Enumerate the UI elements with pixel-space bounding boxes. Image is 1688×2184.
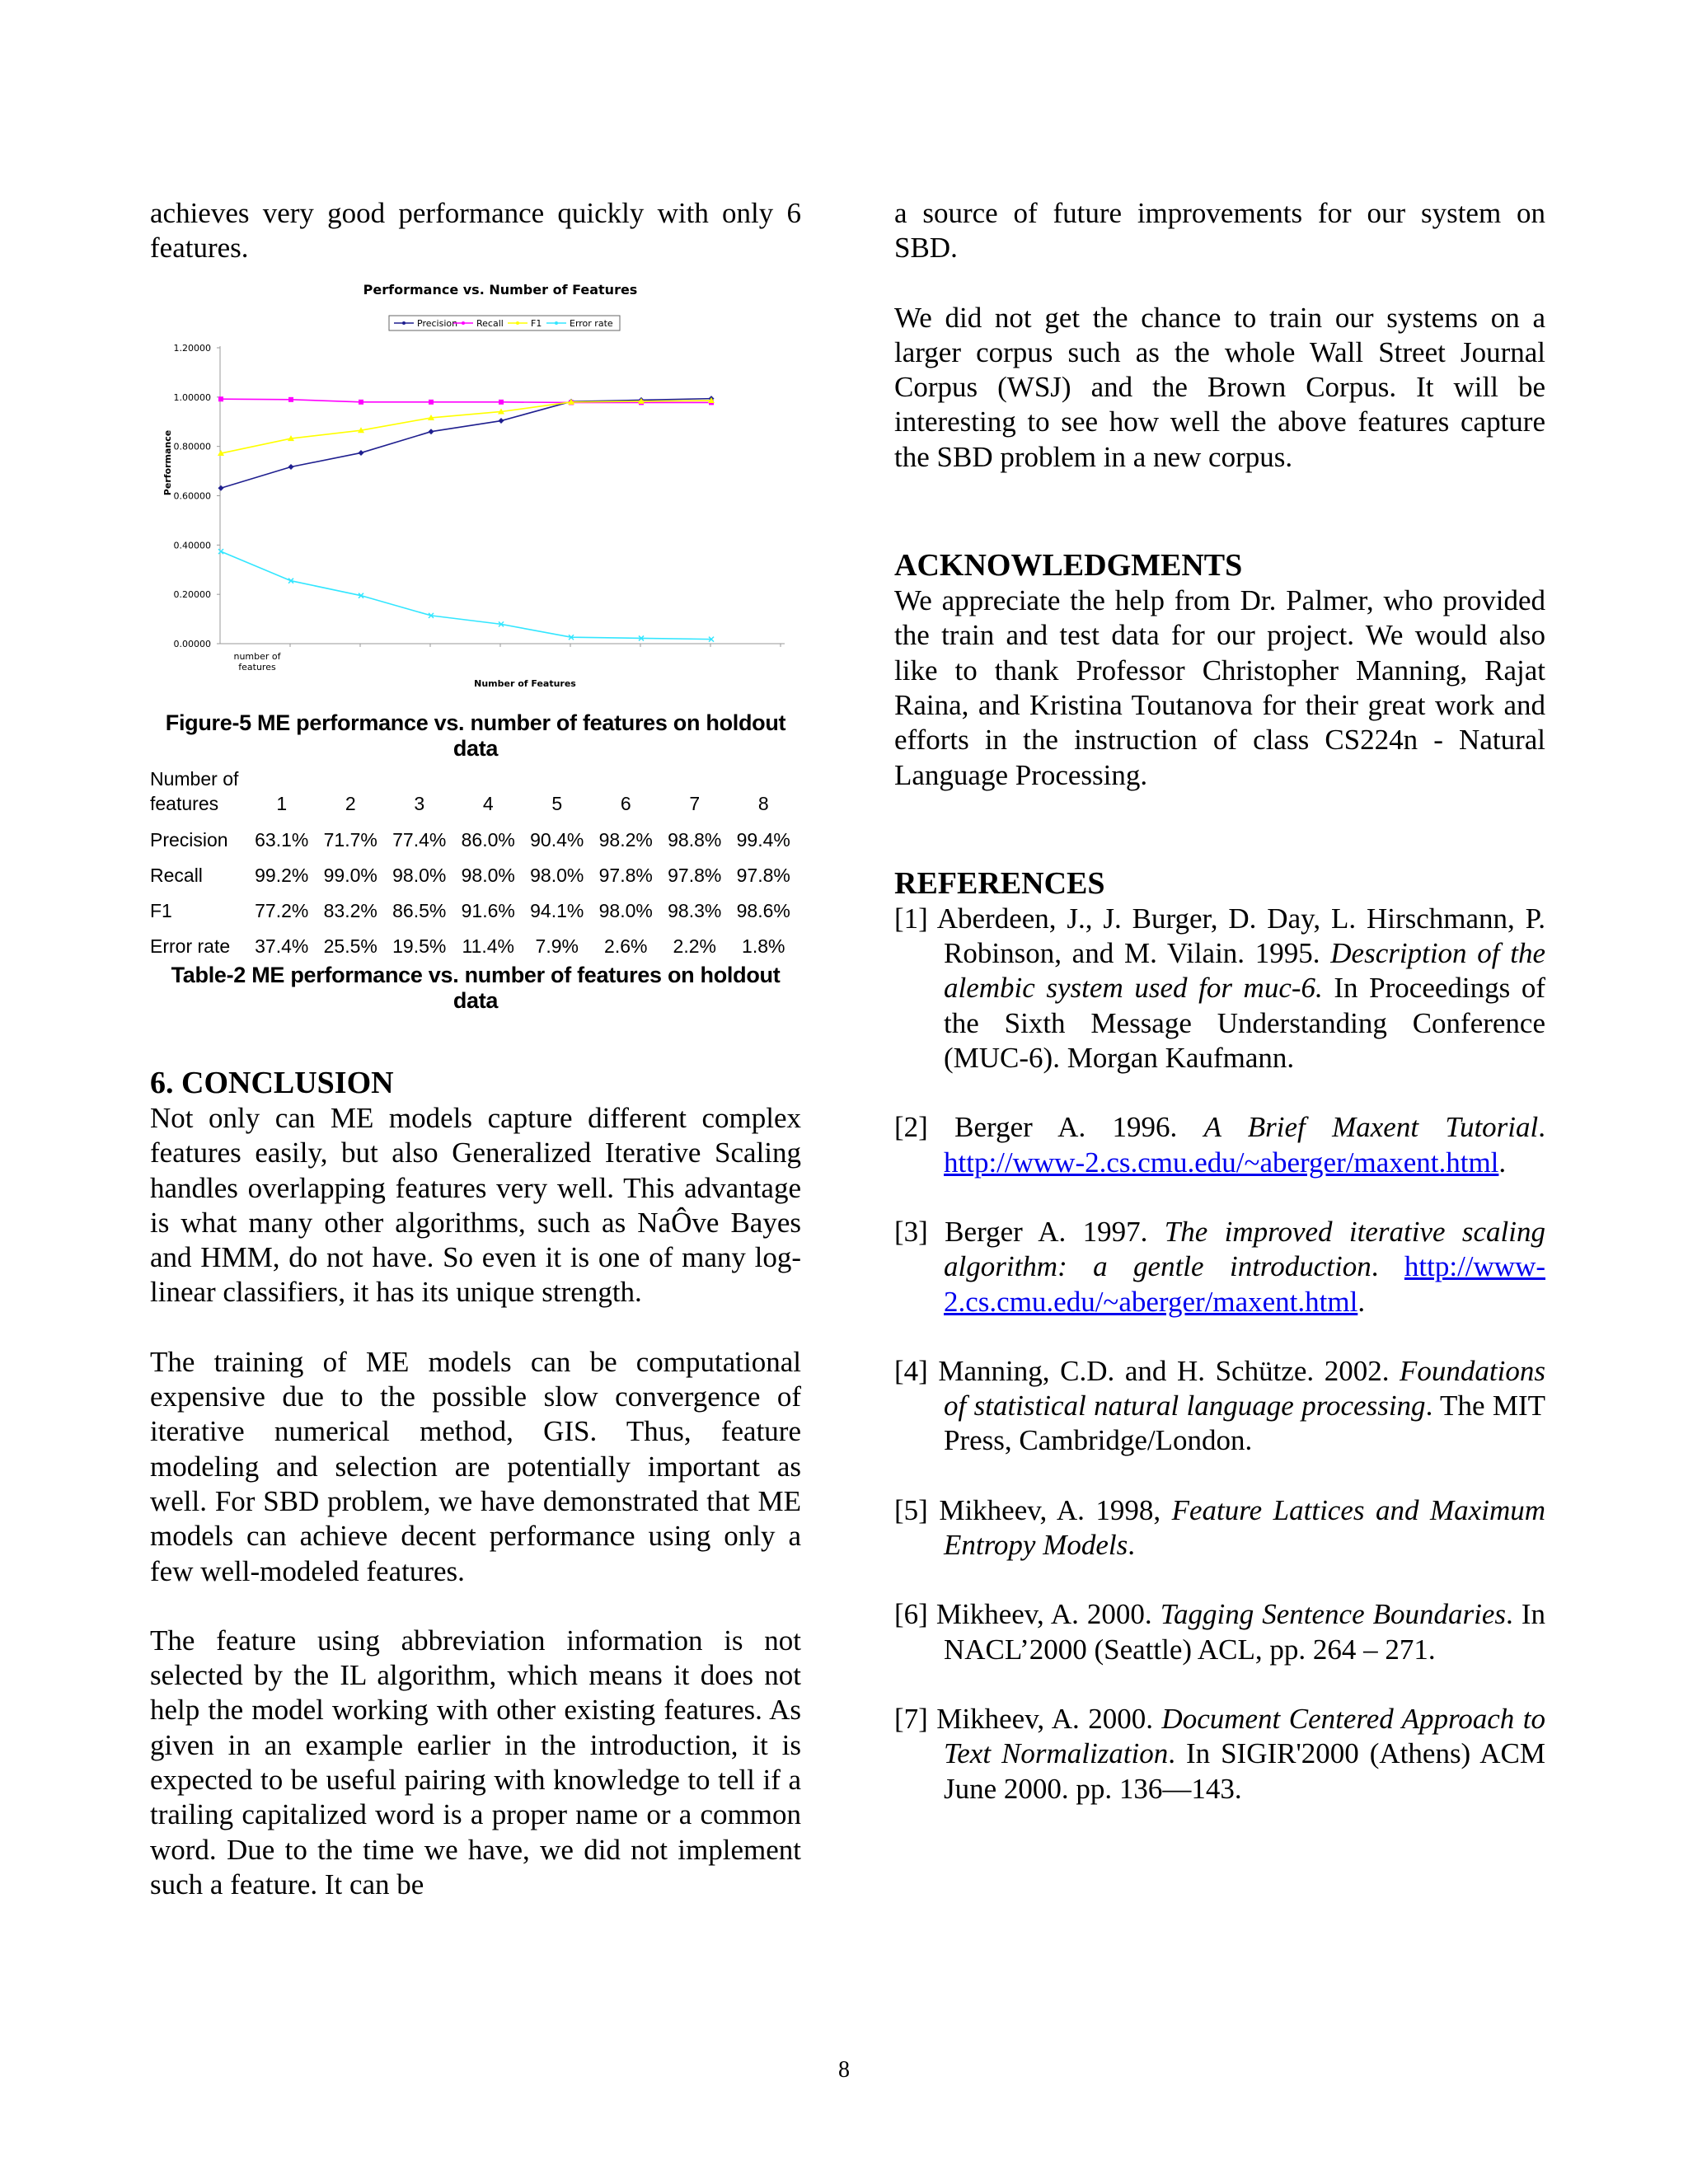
data-point-error-rate — [218, 549, 223, 554]
table-cell: 90.4% — [530, 829, 584, 851]
table-cell: 77.4% — [392, 829, 447, 851]
ref-title: Tagging Sentence Boundaries — [1160, 1598, 1507, 1631]
legend-marker — [402, 321, 406, 325]
legend-marker — [516, 321, 519, 325]
table-cell: 63.1% — [255, 829, 309, 851]
left-column-top — [150, 196, 801, 266]
table-cell: 83.2% — [323, 900, 377, 921]
table-col-header: 7 — [689, 793, 701, 814]
ref-venue: . — [1128, 1529, 1135, 1562]
table-cell: 98.8% — [668, 829, 722, 851]
y-tick-label: 0.60000 — [173, 490, 211, 502]
ref-link[interactable]: http://www-2.cs.cmu.edu/~aberger/maxent.html — [944, 1146, 1499, 1179]
x-axis-title: Number of Features — [474, 678, 576, 689]
data-point-recall — [359, 400, 363, 405]
conclusion-paragraph-2: The training of ME models can be computational expensive due to the possible slow convergence of iterative numerical method, GIS. Thus, feature modeling and selection are potentially important as well. For SBD problem, we have demonstrated that ME models can achieve decent performance using only a few well-modeled features. — [150, 1345, 801, 1587]
table-cell: 98.0% — [530, 865, 584, 886]
ref-authors: [7] Mikheev, A. 2000. — [894, 1702, 1162, 1735]
table-col-header: 4 — [482, 793, 494, 814]
reference-item — [894, 902, 1545, 1076]
table-cell: 19.5% — [392, 935, 447, 957]
ref-authors: [5] Mikheev, A. 1998, — [894, 1493, 1172, 1526]
table-cell: 99.2% — [255, 865, 309, 886]
table-col-header: 2 — [345, 793, 356, 814]
ref-venue: . The MIT Press, Cambridge/London. — [944, 1390, 1546, 1457]
data-point-recall — [499, 400, 504, 405]
table-col-header: 6 — [620, 793, 631, 814]
ref-authors: [2] Berger A. 1996. — [894, 1111, 1204, 1144]
reference-item — [894, 1493, 1545, 1563]
ref-title: The improved iterative scaling algorithm: a gentle introduction — [944, 1215, 1545, 1283]
table-cell: 99.0% — [323, 865, 377, 886]
table-cell: 2.2% — [673, 935, 716, 957]
table-cell: 25.5% — [323, 935, 377, 957]
y-tick-label: 0.80000 — [173, 441, 211, 452]
chart-title: Performance vs. Number of Features — [363, 282, 638, 298]
x-category-label-line1: number of — [233, 651, 281, 662]
table-row — [150, 922, 798, 958]
table-cell: 86.0% — [461, 829, 515, 851]
acknowledgments-paragraph: We appreciate the help from Dr. Palmer, who provided the train and test data for our project. We would also like to thank Professor Christopher Manning, Rajat Raina, and Kristina Toutanova for their great work and efforts in the instruction of class CS224n - Natural Language Processing. — [894, 584, 1545, 791]
data-point-recall — [429, 400, 434, 405]
figure-caption: Figure-5 ME performance vs. number of features on holdout data — [165, 710, 786, 761]
y-tick-label: 1.00000 — [173, 391, 211, 403]
table-col-header: 1 — [276, 793, 288, 814]
legend-label: F1 — [531, 318, 542, 329]
header-label-line1: Number of — [150, 768, 239, 790]
legend-marker — [462, 321, 465, 325]
ref-title: Description of the alembic system used for muc-6. — [944, 937, 1545, 1005]
table-cell: 2.6% — [604, 935, 648, 957]
table-row — [150, 851, 798, 887]
ref-separator: . — [1371, 1250, 1404, 1283]
reference-item — [894, 1215, 1545, 1319]
row-label: Recall — [150, 865, 203, 886]
data-point-precision — [499, 418, 504, 424]
ref-separator: . — [1538, 1111, 1545, 1144]
ref-authors: [3] Berger A. 1997. — [894, 1215, 1165, 1248]
ref-title: Document Centered Approach to Text Normalization — [944, 1702, 1545, 1770]
table-col-header: 8 — [757, 793, 769, 814]
table-cell: 98.0% — [461, 865, 515, 886]
table-cell: 86.5% — [392, 900, 447, 921]
table-row — [150, 887, 798, 922]
ref-venue: . — [1357, 1285, 1366, 1318]
reference-item — [894, 1702, 1545, 1807]
performance-chart — [150, 277, 801, 697]
table-col-header: 5 — [551, 793, 563, 814]
conclusion-paragraph-1: Not only can ME models capture different complex features easily, but also Generalized Iterative Scaling handles overlapping features very well. This advantage is what many other algorithms, such as NaÔve Bayes and HMM, do not have. So even it is one of many log-linear classifiers, it has its unique strength. — [150, 1102, 801, 1309]
table-cell: 99.4% — [736, 829, 790, 851]
table-row — [150, 816, 798, 851]
legend-label: Error rate — [570, 318, 613, 329]
data-point-precision — [429, 429, 434, 434]
data-point-recall — [288, 397, 293, 402]
table-cell: 94.1% — [530, 900, 584, 921]
table-header-row — [150, 766, 798, 816]
conclusion-section — [150, 1065, 801, 1902]
table-cell: 98.6% — [736, 900, 790, 921]
table-cell: 98.2% — [598, 829, 653, 851]
table-cell: 97.8% — [668, 865, 722, 886]
right-column — [894, 196, 1545, 1807]
reference-item — [894, 1110, 1545, 1180]
y-axis-title: Performance — [162, 429, 173, 496]
table-cell: 91.6% — [461, 900, 515, 921]
page-number: 8 — [838, 2057, 850, 2083]
table-header-label — [150, 766, 247, 816]
data-point-recall — [218, 396, 223, 401]
x-category-label-line2: features — [238, 662, 276, 673]
table-cell: 7.9% — [535, 935, 579, 957]
references-heading: REFERENCES — [894, 865, 1105, 901]
ref-venue: . In SIGIR'2000 (Athens) ACM June 2000. pp. 136—143. — [944, 1737, 1545, 1805]
row-label: F1 — [150, 900, 172, 921]
ref-venue: . — [1498, 1146, 1507, 1179]
ref-title: Foundations of statistical natural language processing — [944, 1354, 1545, 1422]
table-cell: 98.0% — [598, 900, 653, 921]
legend-label: Recall — [476, 318, 504, 329]
y-tick-label: 0.00000 — [173, 639, 211, 649]
table-cell: 11.4% — [462, 935, 514, 957]
table-cell: 77.2% — [255, 900, 309, 921]
data-point-precision — [218, 485, 224, 491]
ref-authors: [6] Mikheev, A. 2000. — [894, 1598, 1160, 1631]
reference-item — [894, 1354, 1545, 1459]
table-caption: Table-2 ME performance vs. number of features on holdout data — [171, 963, 781, 1013]
ref-title: A Brief Maxent Tutorial — [1203, 1111, 1539, 1144]
series-line-error-rate — [221, 551, 711, 640]
intro-paragraph: achieves very good performance quickly with only 6 features. — [150, 197, 801, 265]
chart-svg — [150, 277, 801, 697]
table-cell: 98.0% — [392, 865, 447, 886]
ref-authors: [1] Aberdeen, J., J. Burger, D. Day, L. Hirschmann, P. Robinson, and M. Vilain. 1995. — [894, 902, 1545, 970]
reference-item — [894, 1597, 1545, 1667]
table-cell: 37.4% — [255, 935, 309, 957]
header-label-line2: features — [150, 793, 219, 814]
row-label: Error rate — [150, 935, 231, 957]
table-col-header: 3 — [414, 793, 425, 814]
continuation-paragraph: a source of future improvements for our system on SBD. — [894, 197, 1545, 265]
table-cell: 97.8% — [598, 865, 653, 886]
ref-authors: [4] Manning, C.D. and H. Schütze. 2002. — [894, 1354, 1400, 1387]
series-line-f1 — [221, 401, 711, 453]
ref-venue: In Proceedings of the Sixth Message Understanding Conference (MUC-6). Morgan Kaufmann. — [944, 972, 1545, 1075]
future-work-paragraph: We did not get the chance to train our systems on a larger corpus such as the whole Wall Street Journal Corpus (WSJ) and the Brown Corpus. It will be interesting to see how well the above features capture the SBD problem in a new corpus. — [894, 301, 1545, 473]
table-cell: 98.3% — [668, 900, 722, 921]
conclusion-paragraph-3: The feature using abbreviation information is not selected by the IL algorithm, which means it does not help the model working with other existing features. As given in an example earlier in the introduction, it is expected to be useful pairing with knowledge to tell if a trailing capitalized word is a proper name or a common word. Due to the time we have, we did not implement such a feature. It can be — [150, 1624, 801, 1900]
series-line-precision — [221, 399, 711, 489]
ref-title: Feature Lattices and Maximum Entropy Models — [944, 1493, 1545, 1562]
y-tick-label: 1.20000 — [173, 343, 211, 354]
data-point-precision — [359, 450, 364, 456]
legend-marker — [555, 321, 558, 325]
ref-venue: . In NACL’2000 (Seattle) ACL, pp. 264 – 271. — [944, 1598, 1545, 1666]
table-cell: 71.7% — [323, 829, 377, 851]
table-cell: 97.8% — [736, 865, 790, 886]
y-tick-label: 0.40000 — [173, 540, 211, 551]
y-tick-label: 0.20000 — [173, 589, 211, 601]
data-point-precision — [288, 464, 294, 470]
results-table — [150, 766, 798, 958]
ref-link[interactable]: http://www-2.cs.cmu.edu/~aberger/maxent.html — [944, 1250, 1546, 1318]
conclusion-heading: 6. CONCLUSION — [150, 1066, 394, 1100]
acknowledgments-heading: ACKNOWLEDGMENTS — [894, 548, 1243, 583]
table-cell: 1.8% — [742, 935, 785, 957]
row-label: Precision — [150, 829, 228, 851]
legend-label: Precision — [417, 318, 458, 329]
